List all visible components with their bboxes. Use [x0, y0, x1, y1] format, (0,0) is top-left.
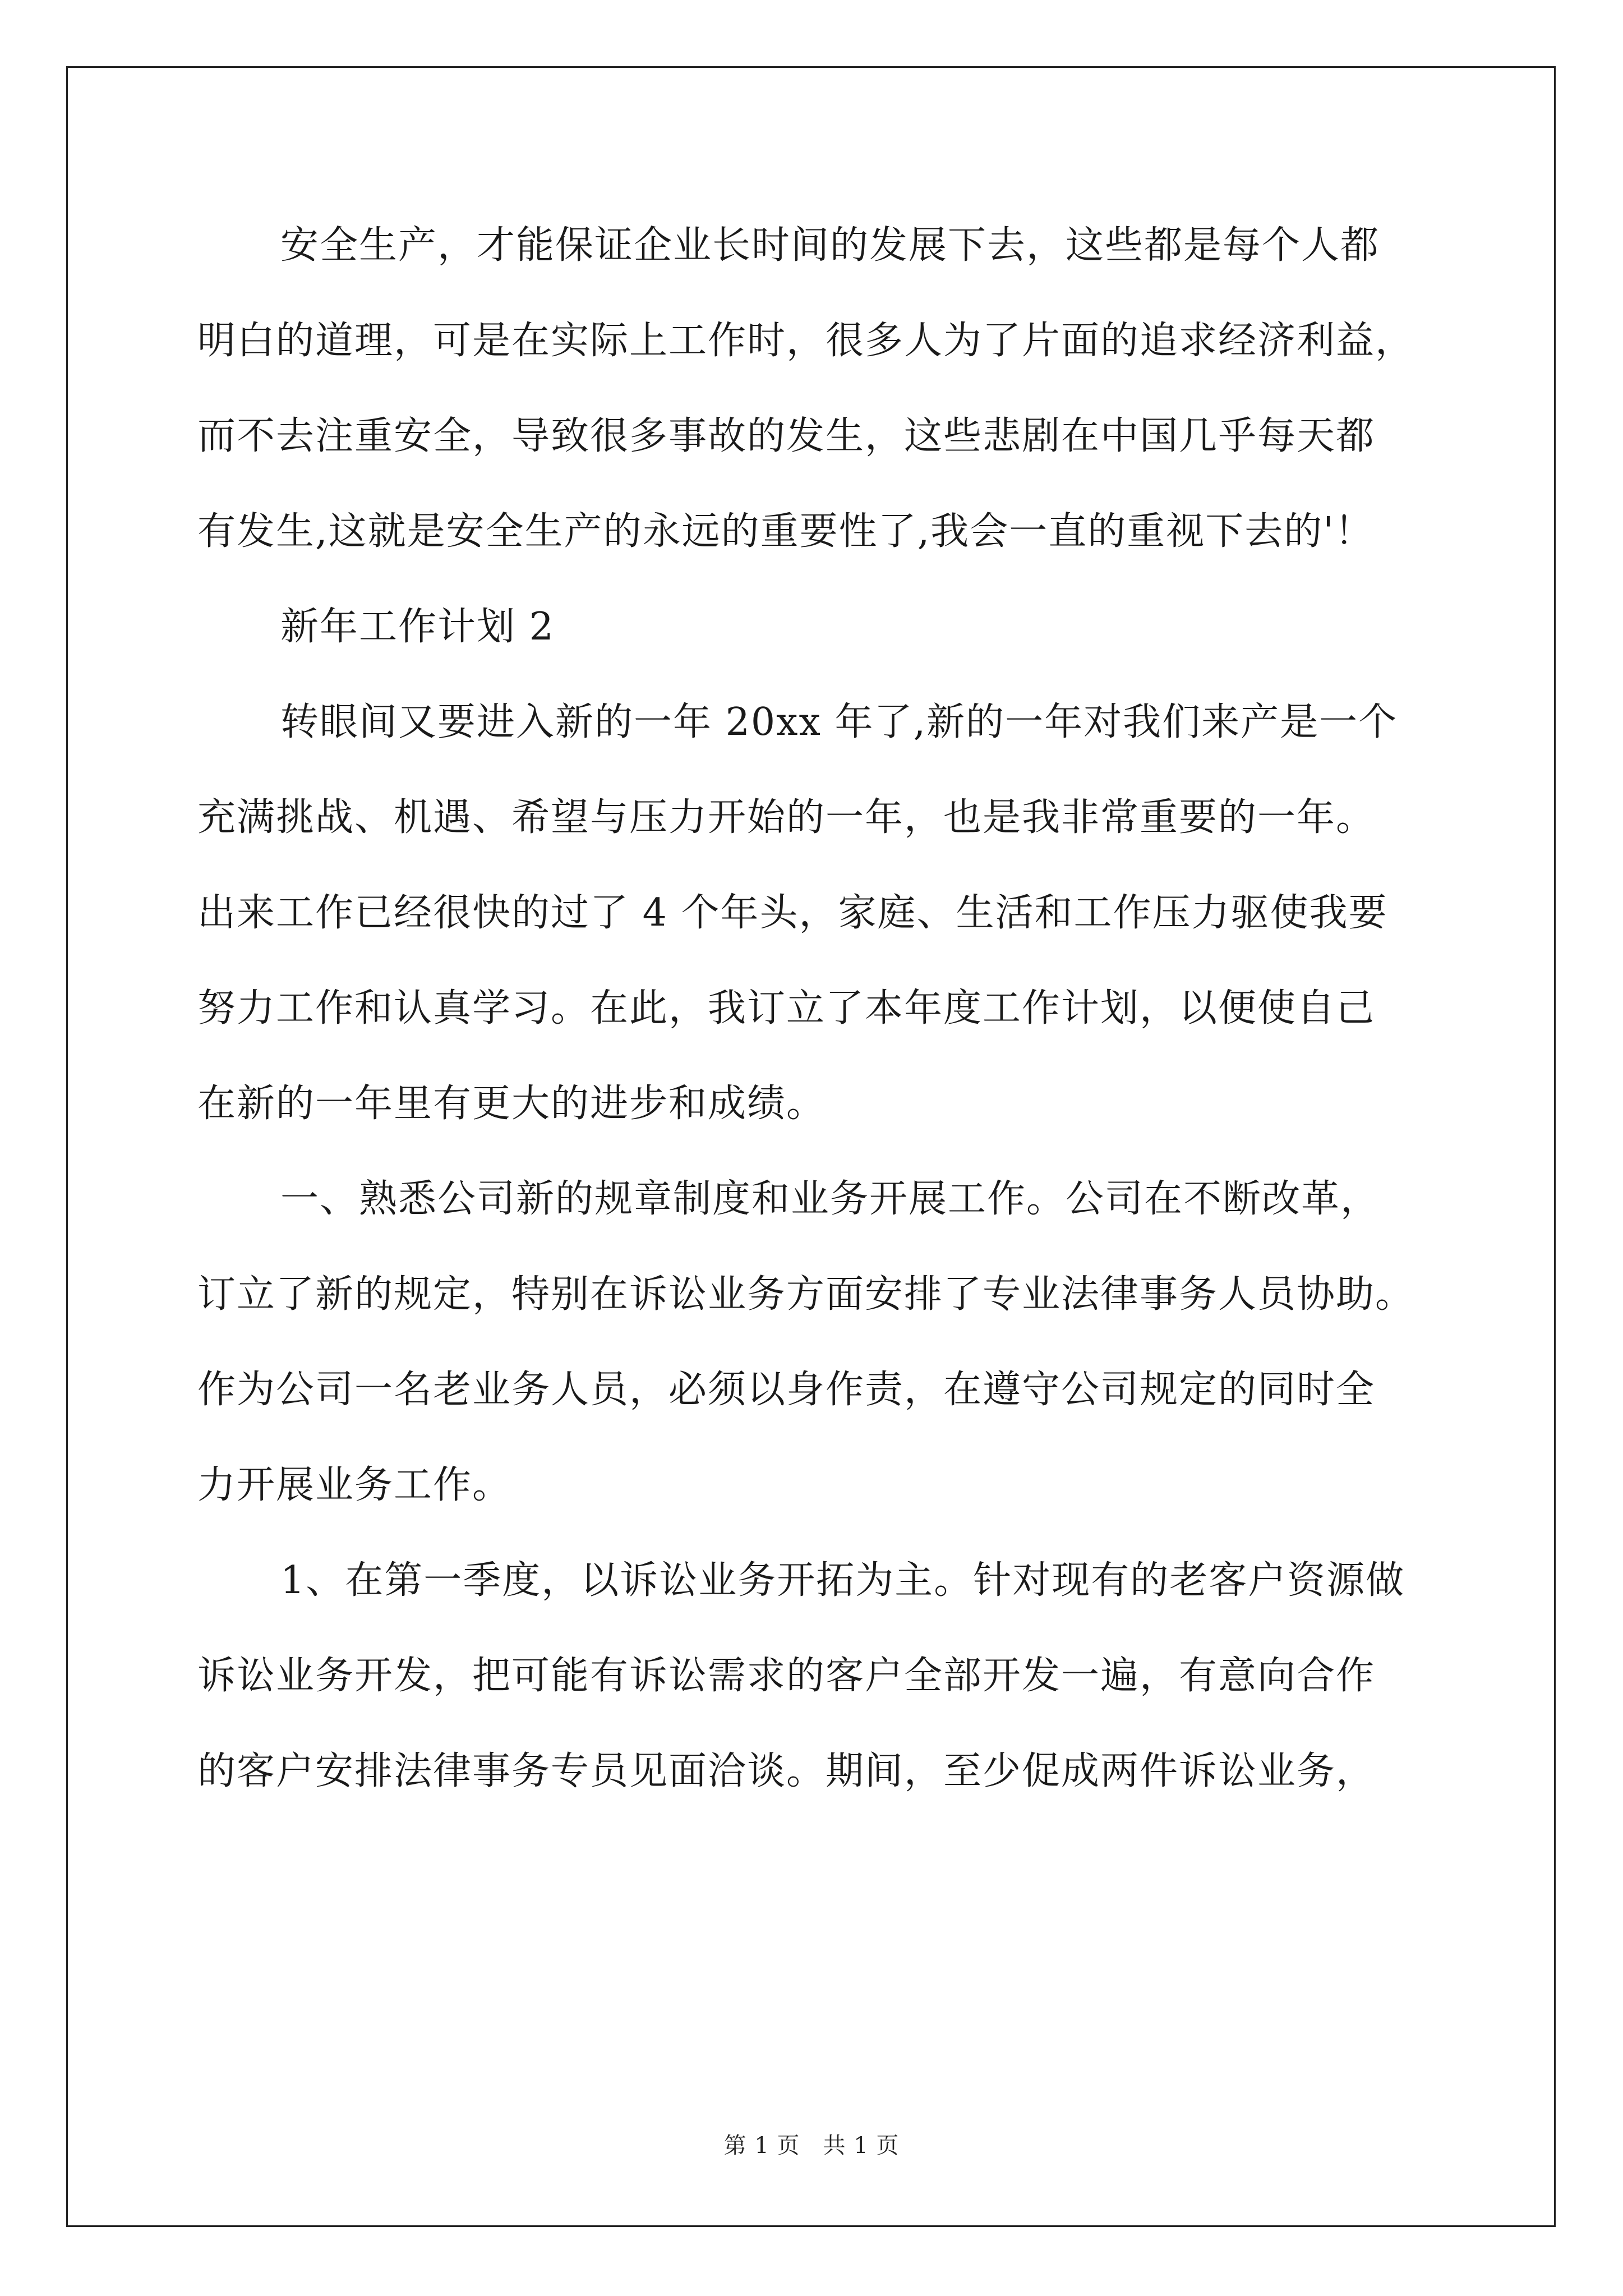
- text-line: 诉讼业务开发，把可能有诉讼需求的客户全部开发一遍，有意向合作: [197, 1654, 1376, 1698]
- text-line: 新年工作计划 2: [280, 605, 555, 649]
- text-line: 作为公司一名老业务人员，必须以身作责，在遵守公司规定的同时全: [197, 1368, 1376, 1412]
- text-line: 力开展业务工作。: [197, 1463, 512, 1507]
- page-footer: 第 1 页 共 1 页: [723, 2133, 900, 2159]
- text-line: 一、熟悉公司新的规章制度和业务开展工作。公司在不断改革，: [280, 1177, 1380, 1221]
- text-line: 转眼间又要进入新的一年 20xx 年了,新的一年对我们来产是一个: [280, 700, 1398, 744]
- text-line: 安全生产，才能保证企业长时间的发展下去，这些都是每个人都: [280, 223, 1380, 268]
- text-line: 努力工作和认真学习。在此，我订立了本年度工作计划，以便使自己: [197, 986, 1376, 1030]
- text-line: 1、在第一季度，以诉讼业务开拓为主。针对现有的老客户资源做: [280, 1558, 1405, 1603]
- text-line: 明白的道理，可是在实际上工作时，很多人为了片面的追求经济利益，: [197, 319, 1415, 363]
- text-line: 的客户安排法律事务专员见面洽谈。期间，至少促成两件诉讼业务，: [197, 1749, 1376, 1793]
- text-line: 有发生,这就是安全生产的永远的重要性了,我会一直的重视下去的'！: [197, 509, 1374, 554]
- text-line: 在新的一年里有更大的进步和成绩。: [197, 1082, 826, 1126]
- document-body: [197, 218, 1431, 1839]
- text-line: 而不去注重安全，导致很多事故的发生，这些悲剧在中国几乎每天都: [197, 414, 1376, 458]
- text-line: 充满挑战、机遇、希望与压力开始的一年，也是我非常重要的一年。: [197, 795, 1376, 840]
- text-line: 订立了新的规定，特别在诉讼业务方面安排了专业法律事务人员协助。: [197, 1272, 1415, 1317]
- text-line: 出来工作已经很快的过了 4 个年头，家庭、生活和工作压力驱使我要: [197, 891, 1388, 935]
